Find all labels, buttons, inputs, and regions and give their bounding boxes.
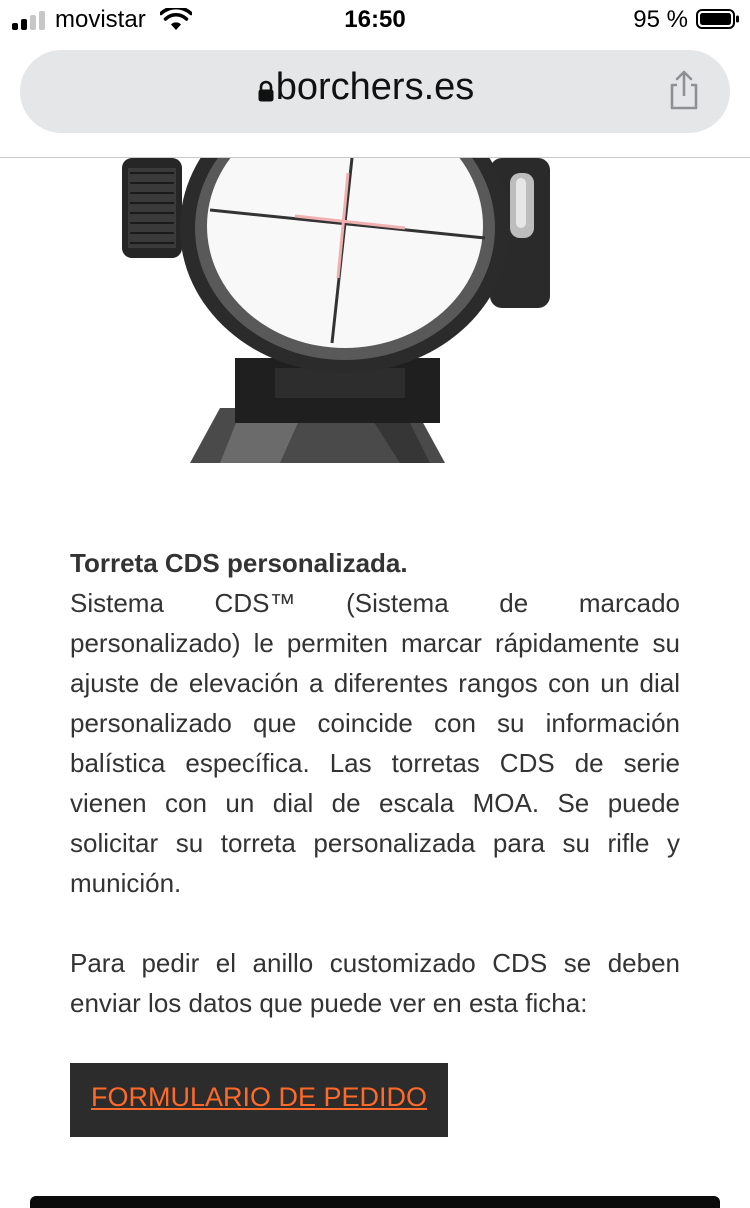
order-instructions-paragraph: Para pedir el anillo customizado CDS se deben enviar los datos que puede ver en esta ficha: [70, 948, 680, 1018]
share-icon[interactable] [666, 68, 702, 112]
status-bar [0, 0, 750, 44]
footer-edge [30, 1196, 720, 1208]
article-content [70, 543, 680, 1023]
rifle-scope-image [70, 158, 610, 463]
order-form-link[interactable]: FORMULARIO DE PEDIDO [90, 1082, 428, 1112]
battery-icon [696, 9, 740, 29]
url-text: borchers.es [275, 66, 475, 108]
description-paragraph: Sistema CDS™ (Sistema de marcado personalizado) le permiten marcar rápidamente su ajuste de elevación a diferentes rangos con un dial personalizado que coincide con su información balística específica. Las torretas CDS de serie vienen con un dial de escala MOA. Se puede solicitar su torreta personalizada para su rifle y munición. [70, 588, 680, 898]
battery-percentage: 95 % [633, 6, 688, 33]
clock: 16:50 [344, 6, 406, 33]
address-bar[interactable] [20, 50, 730, 133]
order-form-button[interactable] [70, 1063, 448, 1137]
carrier-name: movistar [55, 6, 146, 33]
section-heading: Torreta CDS personalizada. [70, 548, 408, 578]
